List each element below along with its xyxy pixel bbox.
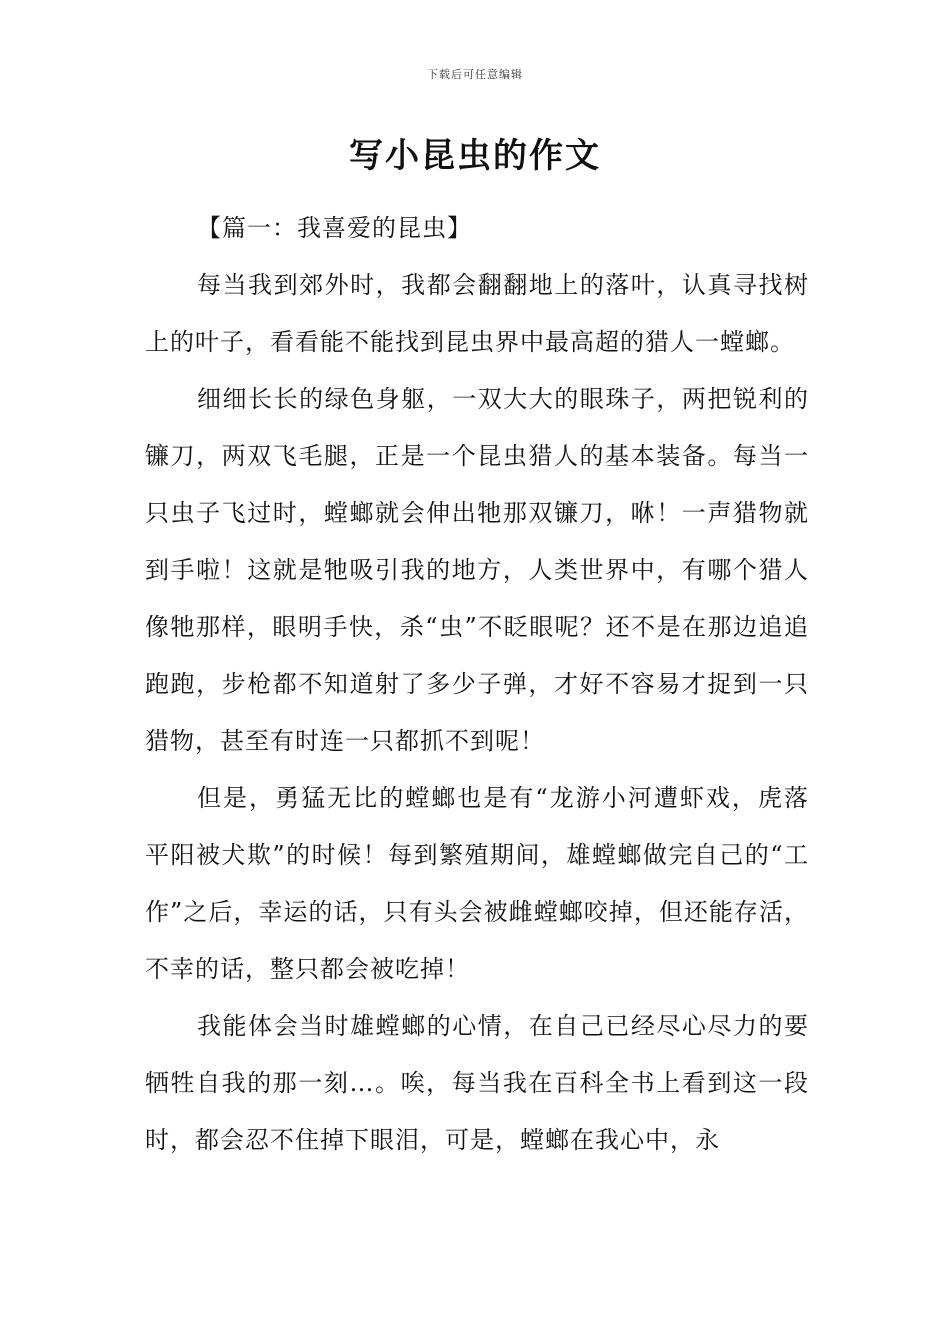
document-body bbox=[145, 200, 809, 1169]
section-heading: 【篇一：我喜爱的昆虫】 bbox=[197, 214, 472, 242]
document-title: 写小昆虫的作文 bbox=[349, 136, 601, 176]
paragraph-2: 细细长长的绿色身躯，一双大大的眼珠子，两把锐利的镰刀，两双飞毛腿，正是一个昆虫猎人的基本装备。每当一只虫子飞过时，螳螂就会伸出牠那双镰刀，咻！一声猎物就到手啦！这就是牠吸引我的地方，人类世界中，有哪个猎人像牠那样，眼明手快，杀“虫”不眨眼呢？还不是在那边追追跑跑，步枪都不知道射了多少子弹，才好不容易才捉到一只猎物，甚至有时连一只都抓不到呢！ bbox=[145, 385, 809, 755]
paragraph-3: 但是，勇猛无比的螳螂也是有“龙游小河遭虾戏，虎落平阳被犬欺”的时候！每到繁殖期间，雄螳螂做完自己的“工作”之后，幸运的话，只有头会被雌螳螂咬掉，但还能存活，不幸的话，整只都会被吃掉！ bbox=[145, 784, 809, 983]
paragraph-4: 我能体会当时雄螳螂的心情，在自己已经尽心尽力的要牺牲自我的那一刻…。唉，每当我在百科全书上看到这一段时，都会忍不住掉下眼泪，可是，螳螂在我心中，永 bbox=[145, 1012, 809, 1154]
paragraph-1: 每当我到郊外时，我都会翻翻地上的落叶，认真寻找树上的叶子，看看能不能找到昆虫界中最高超的猎人一螳螂。 bbox=[145, 271, 809, 356]
header-note: 下载后可任意编辑 bbox=[427, 68, 523, 81]
